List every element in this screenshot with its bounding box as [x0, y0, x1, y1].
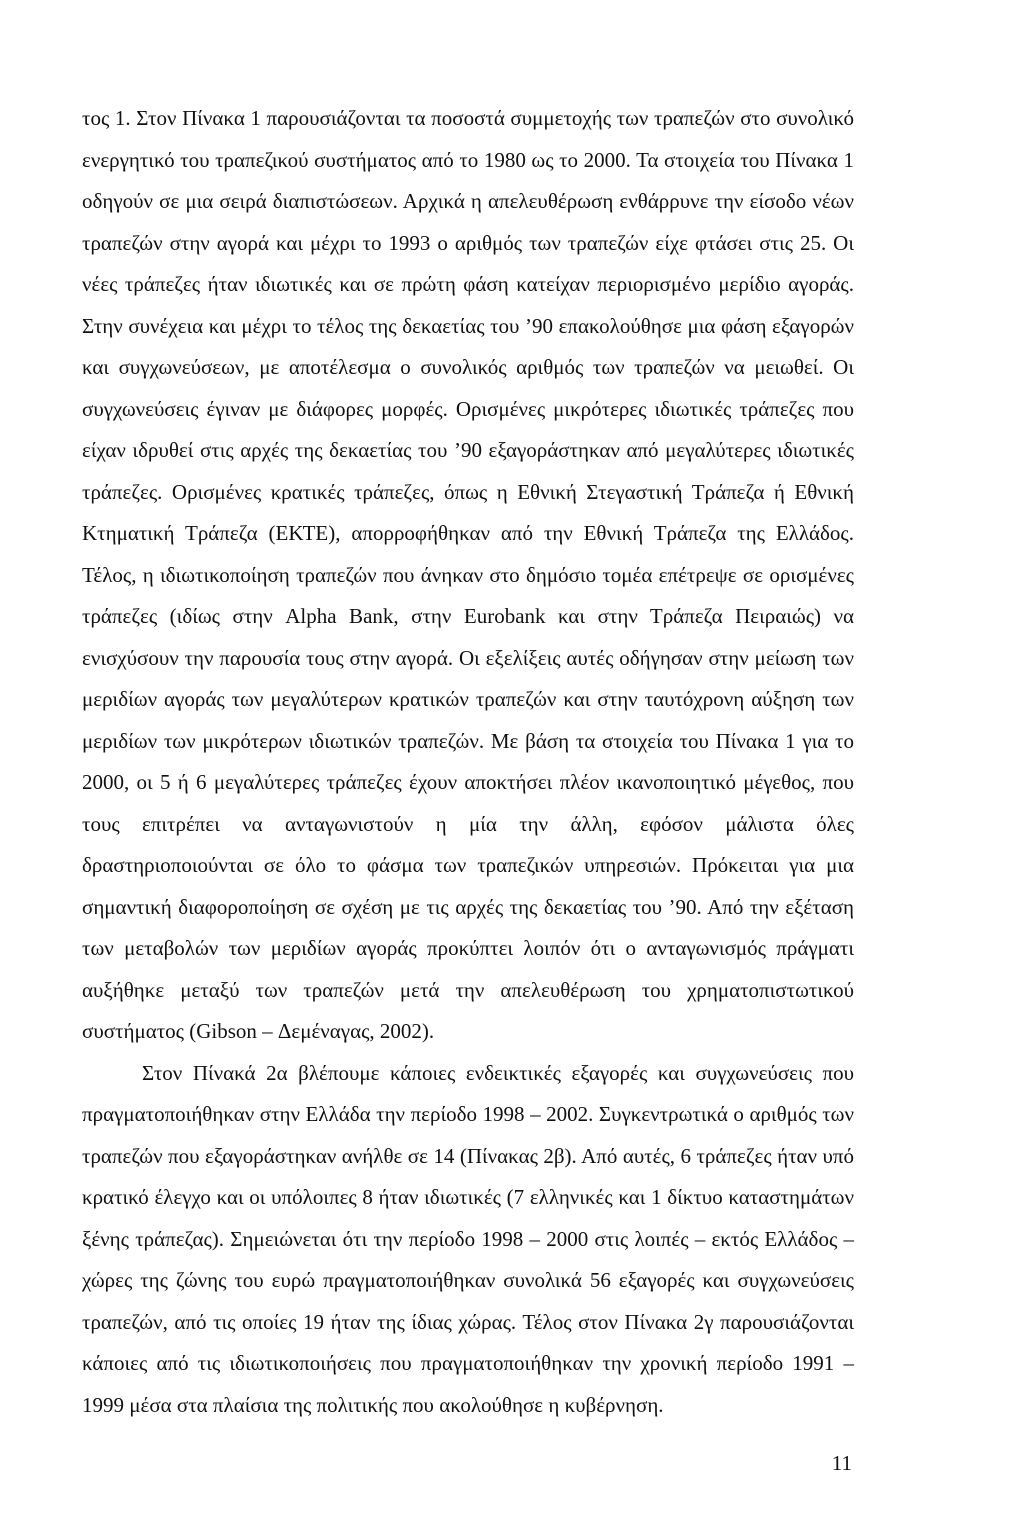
- page-number: 11: [831, 1451, 852, 1475]
- page-body: [82, 98, 854, 1426]
- paragraph-acquisitions: Στον Πίνακά 2α βλέπουμε κάποιες ενδεικτικές εξαγορές και συγχωνεύσεις που πραγματοποιήθηκαν στην Ελλάδα την περίοδο 1998 – 2002. Συγκεντρωτικά ο αριθμός των τραπεζών που εξαγοράστηκαν ανήλθε σε 14 (Πίνακας 2β). Από αυτές, 6 τράπεζες ήταν υπό κρατικό έλεγχο και οι υπόλοιπες 8 ήταν ιδιωτικές (7 ελληνικές και 1 δίκτυο καταστημάτων ξένης τράπεζας). Σημειώνεται ότι την περίοδο 1998 – 2000 στις λοιπές – εκτός Ελλάδος – χώρες της ζώνης του ευρώ πραγματοποιήθηκαν συνολικά 56 εξαγορές και συγχωνεύσεις τραπεζών, από τις οποίες 19 ήταν της ίδιας χώρας. Τέλος στον Πίνακα 2γ παρουσιάζονται κάποιες από τις ιδιωτικοποιήσεις που πραγματοποιήθηκαν την χρονική περίοδο 1991 – 1999 μέσα στα πλαίσια της πολιτικής που ακολούθησε η κυβέρνηση.: [82, 1060, 854, 1417]
- paragraph-market-share: τος 1. Στον Πίνακα 1 παρουσιάζονται τα ποσοστά συμμετοχής των τραπεζών στο συνολικό ενεργητικό του τραπεζικού συστήματος από το 1980 ως το 2000. Τα στοιχεία του Πίνακα 1 οδηγούν σε μια σειρά διαπιστώσεων. Αρχικά η απελευθέρωση ενθάρρυνε την είσοδο νέων τραπεζών στην αγορά και μέχρι το 1993 ο αριθμός των τραπεζών είχε φτάσει στις 25. Οι νέες τράπεζες ήταν ιδιωτικές και σε πρώτη φάση κατείχαν περιορισμένο μερίδιο αγοράς. Στην συνέχεια και μέχρι το τέλος της δεκαετίας του ’90 επακολούθησε μια φάση εξαγορών και συγχωνεύσεων, με αποτέλεσμα ο συνολικός αριθμός των τραπεζών να μειωθεί. Οι συγχωνεύσεις έγιναν με διάφορες μορφές. Ορισμένες μικρότερες ιδιωτικές τράπεζες που είχαν ιδρυθεί στις αρχές της δεκαετίας του ’90 εξαγοράστηκαν από μεγαλύτερες ιδιωτικές τράπεζες. Ορισμένες κρατικές τράπεζες, όπως η Εθνική Στεγαστική Τράπεζα ή Εθνική Κτηματική Τράπεζα (ΕΚΤΕ), απορροφήθηκαν από την Εθνική Τράπεζα της Ελλάδος. Τέλος, η ιδιωτικοποίηση τραπεζών που άνηκαν στο δημόσιο τομέα επέτρεψε σε ορισμένες τράπεζες (ιδίως στην Alpha Bank, στην Eurobank και στην Τράπεζα Πειραιώς) να ενισχύσουν την παρουσία τους στην αγορά. Οι εξελίξεις αυτές οδήγησαν στην μείωση των μεριδίων αγοράς των μεγαλύτερων κρατικών τραπεζών και στην ταυτόχρονη αύξηση των μεριδίων των μικρότερων ιδιωτικών τραπεζών. Με βάση τα στοιχεία του Πίνακα 1 για το 2000, οι 5 ή 6 μεγαλύτερες τράπεζες έχουν αποκτήσει πλέον ικανοποιητικό μέγεθος, που τους επιτρέπει να ανταγωνιστούν η μία την άλλη, εφόσον μάλιστα όλες δραστηριοποιούνται σε όλο το φάσμα των τραπεζικών υπηρεσιών. Πρόκειται για μια σημαντική διαφοροποίηση σε σχέση με τις αρχές της δεκαετίας του ’90. Από την εξέταση των μεταβολών των μεριδίων αγοράς προκύπτει λοιπόν ότι ο ανταγωνισμός πράγματι αυξήθηκε μεταξύ των τραπεζών μετά την απελευθέρωση του χρηματοπιστωτικού συστήματος (Gibson – Δεμέναγας, 2002).: [82, 106, 854, 1043]
